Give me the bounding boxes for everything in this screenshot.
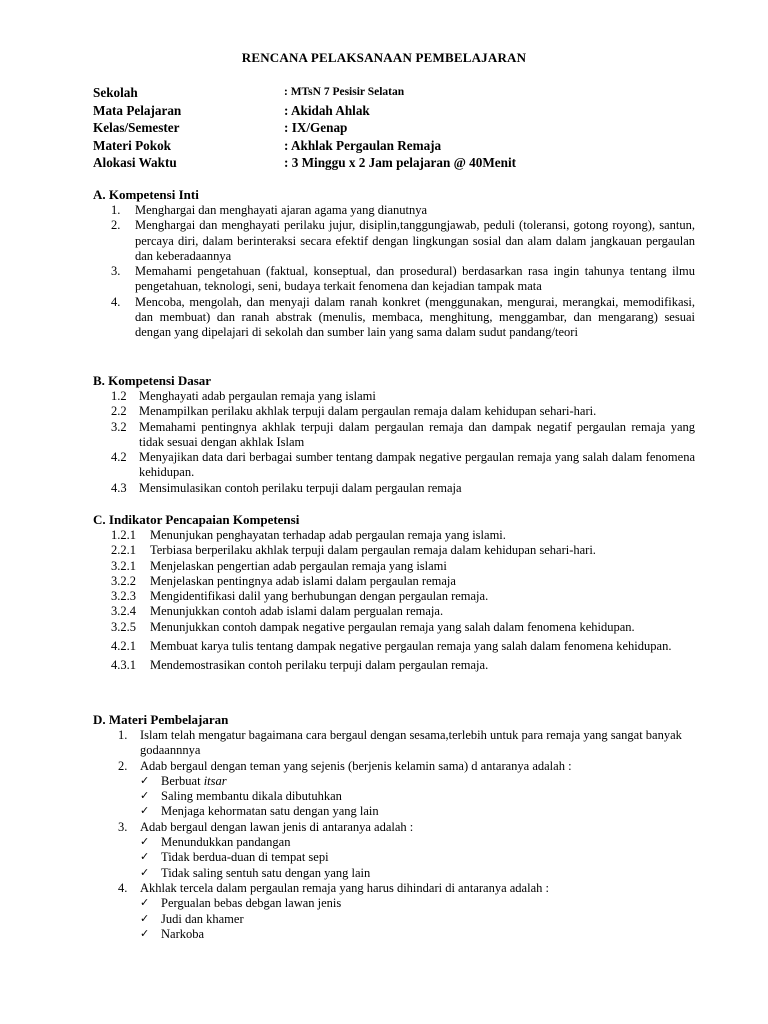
list-item xyxy=(93,543,695,558)
info-value: : MTsN 7 Pesisir Selatan xyxy=(284,86,405,98)
info-label: Kelas/Semester xyxy=(93,120,180,135)
section-kompetensi-inti xyxy=(93,187,695,341)
list-item xyxy=(93,639,695,654)
checklist-text: Menundukkan pandangan xyxy=(161,835,291,850)
list-item xyxy=(93,604,695,619)
check-icon: ✓ xyxy=(140,774,150,787)
info-value: : 3 Minggu x 2 Jam pelajaran @ 40Menit xyxy=(284,155,517,170)
item-text: Menjelaskan pentingnya adab islami dalam pergaulan remaja xyxy=(150,573,456,588)
item-text: Menampilkan perilaku akhlak terpuji dalam pergaulan remaja dalam kehidupan sehari-hari. xyxy=(139,404,597,419)
item-number: 3.2.2 xyxy=(111,573,136,588)
checklist-text-part: Berbuat xyxy=(161,773,204,788)
item-text: Menghargai dan menghayati ajaran agama yang dianutnya xyxy=(135,203,428,217)
list-item xyxy=(93,658,695,673)
list-item xyxy=(93,759,695,774)
itsar-term: itsar xyxy=(203,773,227,788)
section-heading: B. Kompetensi Dasar xyxy=(93,373,212,388)
item-text: Menunjukkan contoh dampak negative pergaulan remaja yang salah dalam fenomena kehidupan. xyxy=(150,619,635,634)
checklist-item xyxy=(93,804,695,819)
item-number: 4.2 xyxy=(111,450,127,465)
item-text: Mendemostrasikan contoh perilaku terpuji dalam pergaulan remaja. xyxy=(150,658,489,673)
item-number: 2.2 xyxy=(111,404,127,419)
checklist-text: Narkoba xyxy=(161,926,205,941)
item-text: Terbiasa berperilaku akhlak terpuji dalam pergaulan remaja dalam kehidupan sehari-hari. xyxy=(150,543,596,558)
list-item xyxy=(93,218,695,264)
info-value: : Akhlak Pergaulan Remaja xyxy=(284,137,442,153)
checklist-text: Judi dan khamer xyxy=(161,911,244,926)
section-materi-pembelajaran xyxy=(93,712,695,942)
identity-block xyxy=(93,85,713,173)
document-title: RENCANA PELAKSANAAN PEMBELAJARAN xyxy=(241,50,527,65)
list-item xyxy=(93,881,695,896)
list-item xyxy=(93,728,695,759)
item-text: Menjelaskan pengertian adab pergaulan remaja yang islami xyxy=(150,558,447,573)
item-number: 2. xyxy=(118,758,128,773)
info-value: : IX/Genap xyxy=(284,120,348,135)
checklist-item xyxy=(93,866,695,881)
info-row-alokasi xyxy=(93,155,713,173)
list-item xyxy=(93,264,695,295)
checklist-item xyxy=(93,835,695,850)
checklist-text: Tidak saling sentuh satu dengan yang lain xyxy=(161,865,371,880)
checklist-item xyxy=(93,774,695,789)
item-number: 3.2.4 xyxy=(111,604,136,619)
list-item xyxy=(93,295,695,341)
section-kompetensi-dasar xyxy=(93,373,695,496)
checklist-text xyxy=(161,774,227,789)
check-icon: ✓ xyxy=(140,897,150,910)
item-text: Menunjukan penghayatan terhadap adab pergaulan remaja yang islami. xyxy=(150,528,506,542)
info-label: Mata Pelajaran xyxy=(93,102,182,118)
checklist-text: Menjaga kehormatan satu dengan yang lain xyxy=(161,804,379,819)
info-row-materi xyxy=(93,138,713,156)
check-icon: ✓ xyxy=(140,912,150,925)
item-number: 2.2.1 xyxy=(111,543,136,558)
checklist-text: Pergualan bebas debgan lawan jenis xyxy=(161,896,342,911)
checklist-text: Saling membantu dikala dibutuhkan xyxy=(161,789,342,804)
item-number: 4. xyxy=(111,294,121,309)
info-label: Sekolah xyxy=(93,85,138,100)
item-text: Membuat karya tulis tentang dampak negative pergaulan remaja yang salah dalam fenomena kehidupan. xyxy=(150,639,672,654)
info-row-mapel xyxy=(93,103,713,121)
info-value: : Akidah Ahlak xyxy=(284,102,370,118)
item-number: 3.2.1 xyxy=(111,558,136,573)
checklist-item xyxy=(93,896,695,911)
item-text: Islam telah mengatur bagaimana cara bergaul dengan sesama,terlebih untuk para remaja yang sangat banyak godaannnya xyxy=(140,728,682,758)
check-icon: ✓ xyxy=(140,836,150,849)
list-item xyxy=(93,203,695,218)
item-number: 1.2.1 xyxy=(111,528,136,542)
info-row-kelas xyxy=(93,120,713,138)
item-text: Menyajikan data dari berbagai sumber tentang dampak negative pergaulan remaja yang salah dalam fenomena kehidupan. xyxy=(139,450,695,480)
info-label: Materi Pokok xyxy=(93,137,172,153)
section-indikator xyxy=(93,512,695,674)
item-text: Memahami pengetahuan (faktual, konseptual, dan prosedural) berdasarkan rasa ingin tahunya tentang ilmu pengetahuan, teknologi, seni, budaya terkait fenomena dan kejadian tampak mata xyxy=(135,264,695,294)
item-text: Mensimulasikan contoh perilaku terpuji dalam pergaulan remaja xyxy=(139,480,462,495)
checklist-item xyxy=(93,912,695,927)
item-number: 4.3 xyxy=(111,480,127,495)
item-number: 3. xyxy=(111,264,121,279)
check-icon: ✓ xyxy=(140,790,150,803)
item-number: 1.2 xyxy=(111,389,127,403)
item-number: 2. xyxy=(111,218,121,233)
check-icon: ✓ xyxy=(140,927,150,940)
item-number: 1. xyxy=(111,203,121,217)
check-icon: ✓ xyxy=(140,851,150,864)
list-item xyxy=(93,450,695,481)
list-item xyxy=(93,528,695,543)
info-label: Alokasi Waktu xyxy=(93,155,177,170)
info-row-sekolah xyxy=(93,85,713,103)
item-number: 3.2.5 xyxy=(111,619,136,634)
item-number: 4. xyxy=(118,880,128,895)
checklist-text: Tidak berdua-duan di tempat sepi xyxy=(161,850,329,865)
item-number: 3.2.3 xyxy=(111,589,136,604)
item-number: 3. xyxy=(118,819,128,834)
item-text: Mencoba, mengolah, dan menyaji dalam ranah konkret (menggunakan, mengurai, merangkai, memodifikasi, dan membuat) dan ranah abstrak (menulis, membaca, menghitung, menggambar, dan mengarang) sesuai dengan yang dipelajari di sekolah dan sumber lain yang sama dalam sudut pandang/teori xyxy=(135,294,695,340)
item-number: 1. xyxy=(118,728,128,742)
item-number: 4.2.1 xyxy=(111,639,136,654)
list-item xyxy=(93,820,695,835)
item-text: Memahami pentingnya akhlak terpuji dalam pergaulan remaja dan dampak negatif pergaulan remaja yang tidak sesuai dengan akhlak Islam xyxy=(139,419,695,449)
item-text: Menghayati adab pergaulan remaja yang islami xyxy=(139,389,376,403)
list-item xyxy=(93,389,695,404)
section-heading: A. Kompetensi Inti xyxy=(93,187,199,202)
list-item xyxy=(93,620,695,635)
item-text: Adab bergaul dengan teman yang sejenis (berjenis kelamin sama) d antaranya adalah : xyxy=(140,758,572,773)
item-text: Menghargai dan menghayati perilaku jujur, disiplin,tanggungjawab, peduli (toleransi, gotong royong), santun, percaya diri, dalam berinteraksi secara efektif dengan lingkungan sosial dan alam dalam jangkauan pergaulan dan keberadaannya xyxy=(135,218,695,263)
list-item xyxy=(93,574,695,589)
list-item xyxy=(93,481,695,496)
item-number: 3.2 xyxy=(111,419,127,434)
item-text: Akhlak tercela dalam pergaulan remaja yang harus dihindari di antaranya adalah : xyxy=(140,880,549,895)
list-item xyxy=(93,420,695,451)
item-text: Mengidentifikasi dalil yang berhubungan dengan pergaulan remaja. xyxy=(150,589,489,604)
check-icon: ✓ xyxy=(140,866,150,879)
item-text: Adab bergaul dengan lawan jenis di antaranya adalah : xyxy=(140,819,414,834)
item-text: Menunjukkan contoh adab islami dalam pergualan remaja. xyxy=(150,604,444,619)
check-icon: ✓ xyxy=(140,805,150,818)
list-item xyxy=(93,589,695,604)
list-item xyxy=(93,559,695,574)
section-heading: D. Materi Pembelajaran xyxy=(93,712,229,727)
checklist-item xyxy=(93,789,695,804)
checklist-item xyxy=(93,850,695,865)
list-item xyxy=(93,404,695,419)
item-number: 4.3.1 xyxy=(111,658,136,673)
checklist-item xyxy=(93,927,695,942)
section-heading: C. Indikator Pencapaian Kompetensi xyxy=(93,512,300,527)
